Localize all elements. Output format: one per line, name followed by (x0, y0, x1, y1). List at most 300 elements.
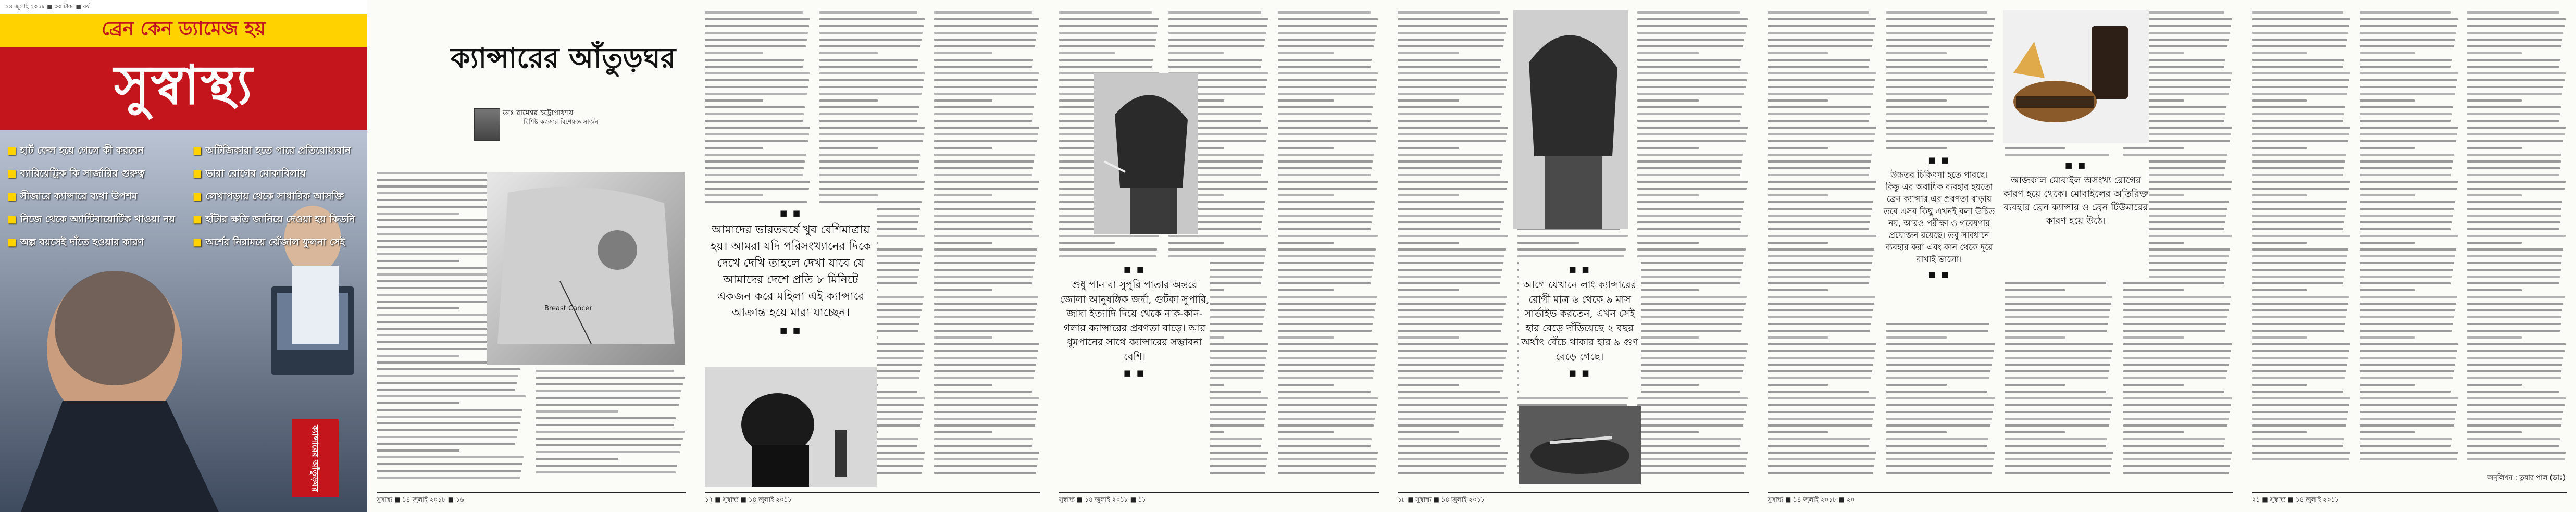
text-line (377, 416, 521, 418)
text-line (2467, 99, 2522, 102)
text-line (1768, 32, 1874, 34)
footer-text: ১৭ ■ সুস্বাস্থ্য ■ ১৪ জুলাই ২০১৮ (705, 496, 792, 503)
text-line (377, 443, 515, 445)
text-line (2467, 93, 2562, 95)
text-line (819, 39, 922, 41)
text-line (1886, 391, 1988, 393)
text-line (1059, 11, 1152, 14)
text-line (1398, 316, 1503, 318)
cover-point: ■ অটিজিকারা হতে পারে প্রতিরোধ্যবান (193, 143, 351, 160)
text-line (2123, 350, 2231, 352)
text-line (2123, 364, 2229, 366)
text-line (2005, 343, 2113, 345)
text-line (1768, 160, 1871, 163)
text-line (705, 45, 806, 47)
text-line (1637, 79, 1747, 81)
text-line (934, 276, 1033, 278)
text-line (2467, 221, 2559, 223)
text-line (2467, 458, 2565, 460)
text-line (2360, 93, 2455, 95)
text-line (377, 449, 459, 452)
text-line (2360, 18, 2458, 20)
text-line (1278, 154, 1374, 156)
text-line (1637, 72, 1748, 74)
text-line (2467, 194, 2522, 196)
text-line (2252, 86, 2348, 88)
text-line (1768, 431, 1828, 433)
text-line (1398, 323, 1502, 325)
text-line (2252, 11, 2343, 14)
text-line (2467, 140, 2563, 142)
footer-text: ১৮ ■ সুস্বাস্থ্য ■ ১৪ জুলাই ২০১৮ (1398, 496, 1485, 503)
cover-page (0, 0, 368, 512)
text-line (1278, 72, 1378, 74)
text-line (1637, 59, 1741, 61)
text-line (2252, 391, 2343, 393)
pullquote: উচ্চতর চিকিৎসা হতে পারছে। কিন্তু এর অবাধিক ব্যবহার হয়তো ব্রেন ক্যান্সার এর প্রবণতা বাড়ায় তবে এসব কিছু এখনই বলা উচিত নয়, আরও পরীক্ষা ও গবেষণার প্রয়োজন রয়েছে। তবু সাবধানে ব্যবহার করা এবং কান থেকে দূরে রাখাই ভালো। (1883, 170, 1995, 265)
text-line (2252, 194, 2307, 196)
text-line (1398, 309, 1504, 311)
text-line (1168, 248, 1266, 251)
text-line (2005, 364, 2110, 366)
text-line (2360, 39, 2455, 41)
text-line (1768, 269, 1871, 271)
text-line (1886, 11, 1988, 14)
text-line (1768, 221, 1870, 223)
text-line (2005, 309, 2110, 311)
text-line (1637, 445, 1740, 447)
cover-point: ■ লেখাপড়ায় থেকে সাধারিক আসক্তি (193, 189, 344, 206)
text-line (2360, 242, 2415, 244)
text-line (1278, 52, 1334, 54)
text-line (1768, 248, 1874, 251)
text-line (1059, 66, 1152, 68)
text-line (1398, 303, 1506, 305)
text-line (1637, 160, 1742, 163)
text-line (2252, 438, 2344, 440)
text-line (2252, 397, 2350, 399)
text-line (2360, 11, 2451, 14)
text-line (2360, 133, 2457, 135)
text-line (1768, 113, 1870, 115)
text-line (1637, 404, 1747, 406)
text-line (377, 375, 518, 377)
text-line (2005, 323, 2108, 325)
text-line (1886, 39, 1992, 41)
text-line (819, 181, 925, 183)
text-line (1398, 52, 1459, 54)
text-line (2467, 174, 2558, 176)
text-line (934, 370, 1035, 372)
text-line (819, 120, 917, 122)
text-line (1768, 303, 1874, 305)
text-line (1637, 364, 1744, 366)
pullquote-box: ■ ■ আমাদের ভারতবর্ষে খুব বেশিমাত্রায় হয়। আমরা যদি পরিসংখ্যানের দিকে দেখে দেখি তাহলে দেখা যাবে যে আমাদের দেশে প্রতি ৮ মিনিটে একজন করে মহিলা এই ক্যান্সারে আক্রান্ত হয়ে মারা যাচ্ছেন। ■ ■ (705, 204, 877, 449)
text-line (705, 154, 806, 156)
text-line (2360, 458, 2457, 460)
text-line (2467, 445, 2558, 447)
text-line (2360, 377, 2453, 379)
text-line (1637, 235, 1748, 237)
pullquote-box: ■ ■ আজকাল মোবাইল অসংখ্য রোগের কারণ হয়ে থেকে। মোবাইলের অতিরিক্ত ব্যবহার ব্রেন ক্যান্সার ও ব্রেন টিউমারের কারণ হয়ে উঠে। (2003, 156, 2149, 281)
text-line (1398, 66, 1500, 68)
text-line (2252, 72, 2350, 74)
text-line (1886, 452, 1995, 454)
text-line (2467, 59, 2559, 61)
text-line (934, 215, 1034, 217)
text-line (2252, 384, 2307, 386)
text-line (1278, 79, 1377, 81)
text-line (2252, 309, 2347, 311)
text-line (2123, 438, 2226, 440)
photo-caption: Breast Cancer (544, 305, 592, 313)
text-line (2360, 309, 2455, 311)
text-line (1517, 255, 1624, 257)
text-line (2467, 11, 2558, 14)
text-line (2360, 431, 2415, 433)
text-line (2467, 127, 2566, 129)
text-line (2252, 370, 2346, 372)
text-line (1278, 18, 1378, 20)
text-line (1637, 194, 1699, 196)
text-line (2467, 79, 2565, 81)
text-column (934, 11, 1040, 480)
text-line (705, 160, 805, 163)
text-line (2005, 472, 2110, 474)
text-line (1886, 350, 1994, 352)
text-line (2467, 316, 2561, 318)
text-line (1768, 127, 1876, 129)
text-line (2360, 452, 2458, 454)
text-line (1768, 235, 1876, 237)
text-line (1278, 424, 1374, 427)
text-line (934, 458, 1038, 460)
text-line (1768, 276, 1870, 278)
text-line (934, 72, 1039, 74)
text-line (2467, 147, 2522, 149)
text-line (2252, 255, 2347, 257)
text-line (934, 336, 992, 339)
text-line (705, 93, 807, 95)
text-line (1398, 404, 1507, 406)
cover-point: ■ সীজারে ক্যান্সারে ব্যথা উপশম (7, 189, 137, 206)
text-line (819, 160, 919, 163)
text-line (1768, 79, 1875, 81)
text-line (705, 59, 804, 61)
text-line (2360, 370, 2454, 372)
text-line (2360, 323, 2453, 325)
text-line (705, 201, 807, 203)
text-line (2467, 66, 2558, 68)
text-line (1278, 276, 1372, 278)
text-line (1517, 235, 1628, 237)
text-line (1768, 438, 1870, 440)
text-line (2123, 465, 2230, 467)
text-line (1398, 397, 1508, 399)
text-line (934, 445, 1032, 447)
text-line (2123, 370, 2228, 372)
text-line (705, 39, 807, 41)
text-line (1059, 235, 1159, 237)
text-line (377, 429, 518, 431)
closing-credit: অনুলিখন : তুষার পাল (ডাঃ) (2487, 474, 2566, 482)
text-line (2467, 181, 2566, 183)
text-line (1398, 167, 1501, 169)
text-line (2360, 208, 2454, 210)
text-column (1398, 11, 1509, 480)
text-line (1059, 255, 1156, 257)
text-line (1637, 397, 1748, 399)
text-line (1278, 282, 1371, 284)
text-line (1886, 45, 1991, 47)
text-line (1278, 364, 1375, 366)
text-line (1637, 248, 1746, 251)
cover-points (0, 133, 367, 294)
text-line (1278, 248, 1376, 251)
text-line (2123, 404, 2231, 406)
text-line (1886, 32, 1993, 34)
text-line (819, 99, 878, 102)
text-line (1168, 242, 1224, 244)
text-line (1637, 215, 1742, 217)
text-line (2252, 336, 2307, 339)
text-line (2360, 248, 2456, 251)
text-line (1886, 120, 1988, 122)
text-line (536, 431, 685, 433)
text-line (1278, 336, 1334, 339)
page-6 (1758, 0, 2243, 512)
text-line (2252, 215, 2345, 217)
text-line (2123, 316, 2228, 318)
text-line (1398, 181, 1508, 183)
text-line (1398, 25, 1507, 27)
text-line (1278, 262, 1374, 264)
text-line (2467, 370, 2561, 372)
text-line (536, 424, 674, 426)
text-line (2252, 404, 2349, 406)
text-line (819, 167, 918, 169)
text-line (1768, 72, 1876, 74)
text-line (1768, 452, 1876, 454)
page-footer (1059, 492, 1379, 504)
text-line (1278, 303, 1376, 305)
text-line (1398, 370, 1503, 372)
text-line (1278, 269, 1373, 271)
text-line (2252, 228, 2343, 230)
text-line (2360, 350, 2457, 352)
pullquote-box: ■ ■ উচ্চতর চিকিৎসা হতে পারছে। কিন্তু এর অবাধিক ব্যবহার হয়তো ব্রেন ক্যান্সার এর প্রবণতা বাড়ায় তবে এসব কিছু এখনই বলা উচিত নয়, আরও পরীক্ষা ও গবেষণার প্রয়োজন রয়েছে। তবু সাবধানে ব্যবহার করা এবং কান থেকে দূরে রাখাই ভালো। ■ ■ (1883, 151, 1995, 323)
text-line (1886, 133, 1994, 135)
text-column (1768, 11, 1878, 480)
text-line (2360, 336, 2415, 339)
text-line (934, 106, 1034, 108)
text-line (2252, 201, 2347, 203)
text-line (1637, 269, 1742, 271)
text-line (2467, 282, 2558, 284)
text-line (2467, 391, 2558, 393)
text-line (819, 201, 922, 203)
text-line (2360, 215, 2453, 217)
text-line (705, 147, 763, 149)
text-line (2360, 364, 2455, 366)
text-line (2123, 343, 2232, 345)
text-line (2123, 357, 2230, 359)
text-line (2005, 391, 2106, 393)
text-line (2467, 289, 2522, 291)
text-line (934, 424, 1035, 427)
text-line (1278, 215, 1373, 217)
text-line (2123, 309, 2229, 311)
text-line (1398, 39, 1504, 41)
page-footer (377, 492, 686, 504)
text-line (536, 465, 677, 467)
text-line (2360, 45, 2454, 47)
text-line (1398, 472, 1504, 474)
text-line (705, 127, 810, 129)
text-line (2360, 72, 2458, 74)
text-line (2467, 106, 2560, 108)
text-column (2360, 11, 2459, 470)
ashtray-photo (1519, 406, 1641, 484)
text-line (1637, 147, 1699, 149)
pullquote: আমাদের ভারতবর্ষে খুব বেশিমাত্রায় হয়। আমরা যদি পরিসংখ্যানের দিকে দেখে দেখি তাহলে দেখা যাবে যে আমাদের দেশে প্রতি ৮ মিনিটে একজন করে মহিলা এই ক্যান্সারে আক্রান্ত হয়ে মারা যাচ্ছেন। (711, 223, 871, 320)
text-line (819, 11, 917, 14)
text-line (1278, 350, 1377, 352)
text-line (2467, 248, 2563, 251)
text-line (1398, 452, 1508, 454)
text-line (1637, 296, 1747, 298)
text-line (1398, 336, 1459, 339)
text-line (1398, 330, 1501, 332)
text-line (2360, 113, 2452, 115)
junk-food-photo (2003, 10, 2149, 143)
text-line (1398, 32, 1506, 34)
text-column (1278, 11, 1379, 480)
text-line (934, 377, 1034, 379)
text-line (1278, 99, 1334, 102)
text-line (934, 79, 1038, 81)
text-line (2467, 154, 2561, 156)
text-line (2252, 52, 2307, 54)
text-line (1768, 384, 1828, 386)
body-silhouette (487, 172, 685, 365)
text-line (819, 127, 925, 129)
text-line (1168, 25, 1267, 27)
text-line (2252, 181, 2350, 183)
text-line (1398, 242, 1459, 244)
text-line (2467, 404, 2565, 406)
text-line (934, 391, 1032, 393)
text-line (2467, 32, 2563, 34)
text-line (2360, 154, 2454, 156)
text-line (1278, 25, 1377, 27)
text-line (1278, 343, 1378, 345)
text-line (2467, 323, 2560, 325)
text-line (2467, 86, 2563, 88)
text-line (1886, 140, 1993, 142)
text-line (1398, 133, 1507, 135)
text-line (2252, 282, 2343, 284)
text-line (705, 167, 804, 169)
text-line (2467, 45, 2561, 47)
text-line (705, 79, 809, 81)
text-line (2123, 445, 2225, 447)
text-line (1768, 472, 1873, 474)
page-2 (367, 0, 696, 512)
text-line (536, 417, 676, 419)
text-line (1168, 235, 1268, 237)
text-line (934, 472, 1036, 474)
text-line (1637, 357, 1746, 359)
cover-point: ■ হার্ট ফেল হয়ে গেলে কী করবেন (7, 143, 144, 160)
text-line (1168, 11, 1261, 14)
text-line (2360, 445, 2451, 447)
text-line (2467, 167, 2559, 169)
text-line (1278, 174, 1371, 176)
text-line (1768, 458, 1875, 460)
text-line (1768, 357, 1874, 359)
text-line (1398, 194, 1459, 196)
text-line (1886, 445, 1988, 447)
text-line (1768, 465, 1874, 467)
text-line (934, 316, 1035, 318)
text-line (536, 410, 618, 413)
text-line (2005, 397, 2113, 399)
text-line (934, 452, 1039, 454)
text-line (2467, 228, 2558, 230)
text-line (705, 120, 803, 122)
text-line (2252, 296, 2349, 298)
text-line (2467, 160, 2560, 163)
text-line (2252, 242, 2307, 244)
text-line (1398, 79, 1507, 81)
text-line (1768, 208, 1872, 210)
text-line (1886, 330, 1989, 332)
text-line (2005, 431, 2065, 433)
text-line (1168, 255, 1265, 257)
text-line (2360, 438, 2452, 440)
cover-badge: ক্যান্সারের আঁতুড়ঘর (292, 419, 339, 497)
text-line (1637, 330, 1741, 332)
text-line (1768, 133, 1875, 135)
text-line (1886, 99, 1947, 102)
text-line (934, 418, 1036, 420)
text-line (2005, 289, 2065, 291)
text-line (1278, 201, 1375, 203)
text-line (1768, 289, 1828, 291)
text-line (1886, 418, 1992, 420)
text-line (1278, 86, 1376, 88)
text-line (2123, 303, 2230, 305)
text-line (934, 86, 1037, 88)
text-line (1886, 79, 1994, 81)
text-line (377, 260, 459, 262)
text-line (1168, 18, 1268, 20)
text-line (1278, 309, 1375, 311)
text-line (1637, 113, 1741, 115)
text-line (705, 188, 809, 190)
text-line (1886, 404, 1994, 406)
text-line (1637, 303, 1746, 305)
cover-masthead: সুস্বাস্থ্য (0, 47, 367, 130)
text-line (819, 133, 924, 135)
text-line (1768, 52, 1828, 54)
text-line (1886, 357, 1993, 359)
text-line (2123, 330, 2226, 332)
text-line (1768, 167, 1870, 169)
text-line (1059, 25, 1158, 27)
text-line (1768, 201, 1873, 203)
